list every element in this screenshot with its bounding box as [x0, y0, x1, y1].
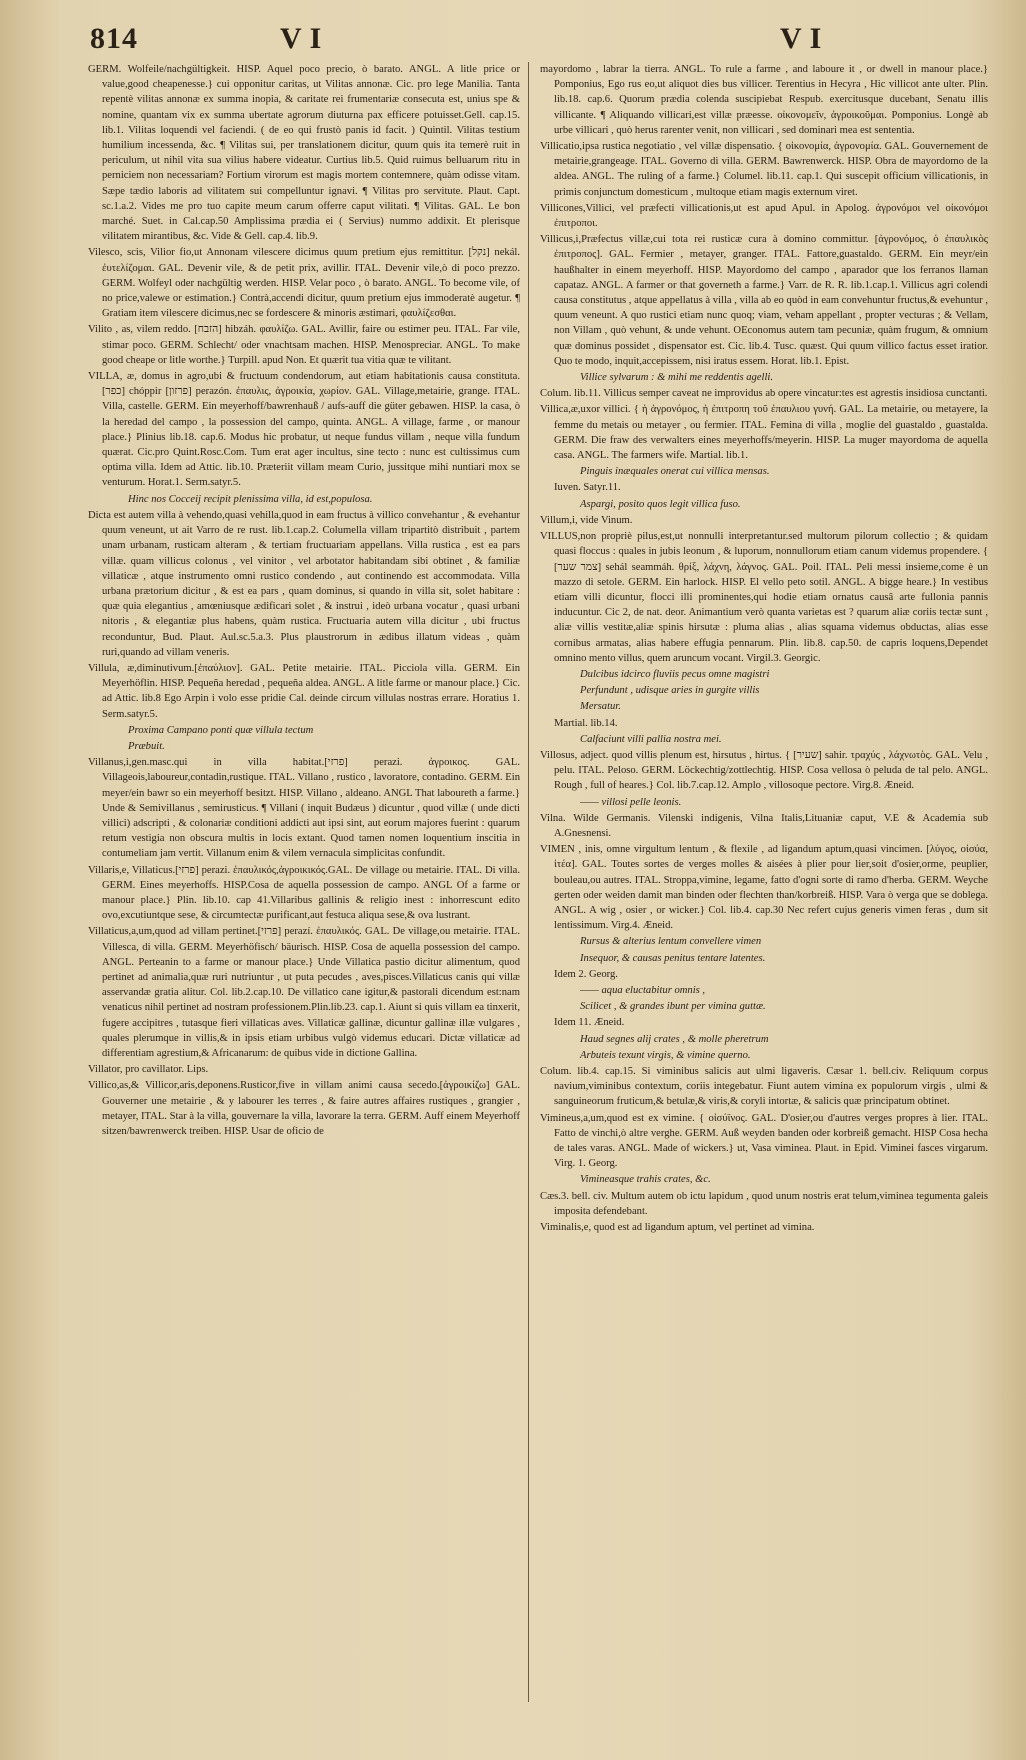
left-column	[88, 62, 520, 1747]
quotation: Dulcibus idcirco fluviis pecus omne magistri	[580, 668, 770, 680]
dictionary-entry: Dicta est autem villa à vehendo,quasi vehilla,quod in eam fructus à villico convehantur , & evehantur quum veneunt, ut ait Varro de re rust. lib.1.cap.2. Columella villam tripartitò distribuit , partem unam urbanam, rusticam alteram , & tertiam fructuariam appellans. Villa rustica , est ea pars villæ. quam villicus colonus , vel vinitor , vel arbotator habitandam sibi obtinet , & familiæ villaticæ , atque instrumento omni rustico condendo , aut continendo est accommodata. Villa urbana prætorium dicitur , & est ea pars , quam dominus, si quando in villa sit, solet habitare : quæ quia elegantius , amœniusque ædificari solet , & instrui , ideò urbana vocatur , quasi urbani nitoris , & elegantiæ plus habens, quàm rustica. Fructuaria autem villa dicitur , ubi fructus reconduntur, Bud. Plaut. Aul.sc.5.a.3. Plus plaustrorum in ædibus illatum videas , quàm ruri,quando ad villam veneris.	[88, 509, 520, 658]
dictionary-entry: Colum. lib.4. cap.15. Si viminibus salicis aut ulmi ligaveris. Cæsar 1. bell.civ. Reliquum corpus navium,viminibus contextum, coriis integebatur. Fiunt autem vimina ex populorum virgis , ulmi & sanguineorum fruticum,& betulæ,& viris,& coryli intortæ, & salicis quæ principatum obtinet.	[540, 1066, 988, 1108]
dictionary-entry: Villum,i, vide Vinum.	[540, 514, 633, 526]
source-reference: Iuven. Satyr.11.	[554, 482, 621, 494]
source-reference: Idem 2. Georg.	[554, 968, 618, 980]
dictionary-entry: Villico,as,& Villicor,aris,deponens.Rusticor,five in villam animi causa secedo.[ἀγροικίζω] GAL. Gouverner une metairie , & y labourer les terres , & faire autres affaires rustiques , grangier , metayer, ITAL. Star à la villa, gouvernare la villa, lavorare la terra. GERM. Auff einem Meyerhoff sitzen/bawrenwerck treiben. HISP. Usar de oficio de	[88, 1080, 520, 1138]
quotation: —— villosi pelle leonis.	[580, 796, 682, 808]
quotation: Mersatur.	[580, 701, 621, 713]
right-column-heading: VI	[780, 22, 830, 55]
dictionary-entry: Villicatio,ipsa rustica negotiatio , vel villæ dispensatio. { οἰκονομία, ἀγρονομία. GAL. Gouvernement de metairie,grangeage. ITAL. Governo di villa. GERM. Bawrenwerck. HISP. Obra de mayordomo de la aldea. ANGL. The ruling of a farme.} Columel. lib.11. cap.1. Qui suscepit officium villicationis, in primis conjunctum domesticum , multoque etiam magis externum viret.	[540, 141, 988, 198]
quotation: Aspargi, posito quos legit villica fuso.	[580, 498, 741, 510]
quotation: Villice sylvarum : & mihi me reddentis agelli.	[580, 372, 773, 384]
quotation: Perfundunt , udisque aries in gurgite villis	[580, 685, 760, 697]
dictionary-entry: VILLA, æ, domus in agro,ubi & fructuum condendorum, aut etiam habitationis causa constituta. [כפר] chóppir [פרזון] perazón. ἐπαυλις, ἀγροικία, χωρίον. GAL. Village,metairie, grange. ITAL. Villa, castelle. GERM. Ein meyerhoff/bawrenhauß / aufs-auff die güter gebawen. HISP. la casa, ò la heredad del campo , la possession del campo, quinta. ANGL. A village, farme , or manour place.} Plinius lib.18. cap.6. Modus hic probatur, ut neque fundus villam , neque villa fundum quærat. Cic.pro Quint.Rosc.Com. Tum erat ager incultus, sine tecto : nunc est cultissimus cum optima villa. Idem ad Attic. lib.10. Præteriit villam meam Curio, jussitque mihi nuntiari mox se venturum. Horat.1. Serm.satyr.5.	[88, 371, 520, 489]
quotation: Præbuit.	[128, 740, 165, 752]
quotation: Haud segnes alij crates , & molle pheretrum	[580, 1033, 769, 1045]
dictionary-entry: GERM. Wolfeile/nachgültigkeit. HISP. Aquel poco precio, ò barato. ANGL. A litle price or value,good cheapenesse.} cui opponitur caritas, ut Vilitas annonæ. Cic. pro lege Manilia. Tanta repentè vilitas annonæ ex summa inopia, & caritate rei frumentariæ consecuta est, unius spe & nomine, quantam vix ex summa ubertate agrorum diuturna pax efficere potuisset.Gell. cap.15. lib.1. Vilitas loquendi vel faciendi. ( de eo qui frustò panis id facit. ) Quintil. Vilitas testium humilium incessenda, &c. ¶ Vilitas sui, per translationem dicitur, quum quis ita temerè ruit in periculum, ut nihil vita sua vilius habere videatur. Curtius lib.5. Quid ruimus belluarum ritu in perniciem non necessariam? Fortium virorum est magis mortem contemnere, quàm odisse vitam. Sæpe tædio laboris ad vilitatem sui compelluntur ignavi. ¶ Vilitas pro servitute. Plaut. Capt. sc.1.a.2. Vides me pro tuo capite meum carum offerre caput vilitati. ¶ Vilitas. GAL. Le bon marché. Suet. in Cal.cap.50 Amplissima prædia ei ( Servius) nummo addixit. Et plerisque vilitatem mirantibus, &c. Vide & Gell. cap.4. lib.9.	[88, 64, 520, 243]
quotation: Scilicet , & grandes ibunt per vimina guttæ.	[580, 1001, 766, 1013]
dictionary-entry: Villanus,i,gen.masc.qui in villa habitat.[פרזי] perazi. ἀγροικος. GAL. Villageois,laboureur,contadin,rustique. ITAL. Villano , rustico , lavoratore, contadino. GERM. Ein meyer/ein bawr so ein meyerhoff besitzt. HISP. Villano , aldeano. ANGL That laboureth a farme.} Unde & Semivillanus , semirusticus. ¶ Villani ( inquit Budæus ) dicuntur , quod villæ ( unde dicti villici) adscripti , & colonariæ conditioni addicti aut ipsi sint, aut eorum majores fuerint : quarum retum vestigia non obscura multis in locis extant. Quod tamen nomen loquentium inscitia in contumeliam jam vertit. Villanum enim & vilem vernacula simplicitas confundit.	[88, 757, 520, 860]
dictionary-entry: Villicus,i,Præfectus villæ,cui tota rei rusticæ cura à domino committur. [ἀγρονόμος, ὁ ἐπαυλικὸς ἐπιτροπος]. GAL. Fermier , metayer, granger. ITAL. Fattore,guastaldo. GERM. Ein meyr/ein haußhalter in einem meyerhoff. HISP. Mayordomo del campo , aparador que los ferranos llaman capataz. ANGL. A farmer or that governeth a farme.} Varr. de R. R. lib.1.cap.1. Villicus agri colendi causa constitutus , atque appellatus à villa , villa ab eo quòd in eam convehuntur fructus,& evehuntur , quum veneunt. A quo rustici etiam nunc quoq; viam, veham appellant , propter vecturas ; & Vellam, non Villam , quò vehunt, & unde vehunt. OEconomus autem tam pecuniæ, quàm frugum, & omnium quæ dominus possidet , dispensator est. Cic. lib.4. Tusc. quæst. Qui quum villico factus esset iratior. Quo te modo, inquit,accepissem, nisi iratus essem. Horat. lib.1. Epist.	[540, 234, 988, 367]
dictionary-entry: Vilito , as, vilem reddo. [הזבח] hibzáh. φαυλίζω. GAL. Avillir, faire ou estimer peu. ITAL. Far vile, stimar poco. GERM. Schlecht/ oder vnachtsam machen. HISP. Menospreciar. ANGL. To make good cheape or litle worthe.} Turpill. apud Non. Et quærit tua vitia quæ te vilitant.	[88, 324, 520, 366]
dictionary-entry: Villica,æ,uxor villici. { ἡ ἀγρονόμος, ἡ ἐπιτροπη τοῦ ἐπαυλιου γυνή. GAL. La metairie, ou metayere, la femme du metais ou metayer , ou fermier. ITAL. Femina di villa , moglie del guastaldo , guastalda. GERM. Die fraw des verwalters eines meyerhoffs/meyerin. HISP. La muger mayordoma de aquella casa. ANGL. The farmers wife. Martial. lib.1.	[540, 404, 988, 462]
quotation: Insequor, & causas penitus tentare latentes.	[580, 952, 766, 964]
dictionary-entry: Villicones,Villici, vel præfecti villicationis,ut est apud Apul. in Apolog. ἀγρονόμοι vel οἰκονόμοι ἐπιτροποι.	[540, 202, 988, 230]
quotation: —— aqua eluctabitur omnis ,	[580, 984, 706, 996]
dictionary-entry: VIMEN , inis, omne virgultum lentum , & flexile , ad ligandum aptum,quasi vincimen. [λύγος, οἰσύα, ἰτέα]. GAL. Toutes sortes de verges molles & aisées à plier pour lier,soit d'osier,orme, peuplier, bouleau,ou autres. ITAL. Stroppa,vimine, legame, fatto d'ogni sorte di ramo d'herba. GERM. Weyche gerten oder weiden damit man binden oder flechten than/korbreiß. HISP. Vara ò verga que se doblega. ANGL. A wig , osier , or wicker.} Col. lib.4. cap.30 Nec refert cujus generis vimen feras , dum sit lentissimum. Virg.4. Æneid.	[540, 844, 988, 932]
right-column	[540, 62, 988, 1747]
quotation: Vimineasque trahis crates, &c.	[580, 1174, 711, 1186]
dictionary-entry: Villula, æ,diminutivum.[ἐπαύλιον]. GAL. Petite metairie. ITAL. Picciola villa. GERM. Ein Meyerhöflin. HISP. Pequeña heredad , pequeña aldea. ANGL. A litle farme or manour place.} Cic. ad Attic. lib.8 Ego Arpin i volo esse pridie Cal. deinde circum villulas nostras errare. Horatius 1. Serm.satyr.5.	[88, 662, 520, 720]
dictionary-entry: VILLUS,non propriè pilus,est,ut nonnulli interpretantur.sed multorum pilorum collectio ; & quidam quasi floccus : quales in jubis leonum , & luporum, nonnullorum etiam canum videmus propendere. { [צמר שער] sehál seammáh. θρίξ, λάχνη, λάγνος. GAL. Poil. ITAL. Peli messi insieme,come è un mazzo di setole. GERM. Ein harlock. HISP. El vello peto sotil. ANGL. A bigge heare.} In vestibus etiam villi dicuntur, flocci illi prominentes,qui hodie etiam ornatus causâ arte fullonia pannis inducuntur. Cic 2, de nat. deor. Animantium verò quanta varietas est ? quarum aliæ coriis tectæ sunt , aliæ villis vestitæ,aliæ spinis hirsutæ : pluma alias , alias squama videmus obductas, alias esse cornibus armatas, alias habere effugia pennarum. Plin. lib.8. cap.50. de capris loquens,Dependet omnino mento villus, quem aruncum vocant. Virgil.3. Georgic.	[540, 531, 988, 664]
dictionary-entry: Villator, pro cavillator. Lips.	[88, 1064, 209, 1076]
quotation: Calfaciunt villi pallia nostra mei.	[580, 733, 722, 745]
quotation: Hinc nos Cocceij recipit plenissima villa, id est,populosa.	[128, 493, 373, 505]
source-reference: Idem 11. Æneid.	[554, 1017, 625, 1029]
dictionary-entry: Cæs.3. bell. civ. Multum autem ob ictu lapidum , quod unum nostris erat telum,viminea tegumenta galeis imposita defendebant.	[540, 1190, 988, 1217]
dictionary-entry: Colum. lib.11. Villicus semper caveat ne improvidus ab opere vincatur:tes est agrestis insidiosa cunctanti.	[540, 388, 988, 400]
dictionary-entry: Vilna. Wilde Germanis. Vilenski indigenis, Vilna Italis,Lituaniæ caput, V.E & Academia sub A.Gnesnensi.	[540, 812, 988, 839]
quotation: Rursus & alterius lentum convellere vimen	[580, 936, 762, 948]
column-divider	[528, 62, 529, 1702]
quotation: Proxima Campano ponti quæ villula tectum	[128, 724, 314, 736]
source-reference: Martial. lib.14.	[554, 717, 618, 729]
dictionary-entry: Vimineus,a,um,quod est ex vimine. { οἰσύϊνος. GAL. D'osier,ou d'autres verges propres à lier. ITAL. Fatto de vinchi,ò altre verghe. GERM. Auß weyden banden oder korbreiß gemacht. HISP Cosa hecha de tales varas. ANGL. Made of wickers.} ut, Vasa viminea. Plaut. in Epid. Viminei fasces virgarum. Virg. 1. Georg.	[540, 1112, 988, 1170]
dictionary-entry: Viminalis,e, quod est ad ligandum aptum, vel pertinet ad vimina.	[540, 1222, 815, 1234]
dictionary-entry: Villosus, adject. quod villis plenum est, hirsutus , hirtus. { [שעיר] sahir. τραχύς , λάχνωτὸς. GAL. Velu , pelu. ITAL. Peloso. GERM. Löckechtig/zottlechtig. HISP. Cosa vellosa ò peluda de tal pelo. ANGL. Rough , full of heares.} Col. lib.7.cap.12. Amplo , villosoque pectore. Virg.8. Æneid.	[540, 749, 988, 792]
dictionary-entry: Vilesco, scis, Vilior fio,ut Annonam vilescere dicimus quum pretium ejus remittitur. [נקל] nekál. ἐυτελίζομαι. GAL. Devenir vile, & de petit prix, avillir. ITAL. Devenir vile,ò di poco prezzo. GERM. Wolfeyl oder nachgültig werden. HISP. Velar poco , ò barato. ANGL. To become vile, of no price,valewe or estimation.} Contrà,accendi dicitur, quum pretium ejus immoderatè augetur. ¶ Gratiam item vilescere dicimus,nec se fordescere & minoris æstimari, φαυλίζεσθαι.	[88, 247, 520, 320]
page-header	[90, 22, 986, 58]
page-number: 814	[90, 22, 138, 55]
quotation: Pinguis inæquales onerat cui villica mensas.	[580, 466, 770, 478]
quotation: Arbuteis texunt virgis, & vimine querno.	[580, 1049, 751, 1061]
dictionary-entry: Villaticus,a,um,quod ad villam pertinet.[פרזי] perazí. ἐπαυλικός. GAL. De village,ou metairie. ITAL. Villesca, di villa. GERM. Meyerhöfisch/ bäurisch. HISP. Cosa de aquella possession del campo. ANGL. Perteanin to a farme or manour place.} Unde Villatica pastio dicitur alimentum, quod pertinet ad animalia,quæ ruri nutriuntur , ut puta pecudes , aves,pisces.Villaticus canis qui villæ asservandæ gratia alitur. Col. lib.2.cap.10. De villatico cane igitur,& pastorali dicendum est:nam venaticus nihil pertinet ad nostram professionem.Plin.lib.23. cap.1. Aiunt si quis villam ea tinxerit, fugere accipitres , tutasque fieri villaticas aves. Villaticæ gallinæ, dicuntur gallinæ illæ vulgares , quales plerumque in villis,& in ipsis etiam urbibus vulgò videmus educari. Dictæ villaticæ ad differentiam agrestium,& Africanarum: de quibus vide in dictione Gallina.	[88, 926, 520, 1059]
dictionary-entry: Villaris,e, Villaticus.[פרזי] perazi. ἐπαυλικός,ἀγροικικός.GAL. De village ou metairie. ITAL. Di villa. GERM. Eines meyerhoffs. HISP.Cosa de aquella possession de campo. ANGL Of a farme or manour place.} Plin. lib.10. cap 41.Villaribus gallinis & religio inest : inhorrescunt edito ovo,excutiuntque sese, & circumtectæ purificant,aut festuca aliqua sese,& ova lustrant.	[88, 864, 520, 922]
left-column-heading: VI	[280, 22, 330, 55]
dictionary-entry: mayordomo , labrar la tierra. ANGL. To rule a farme , and laboure it , or dwell in manour place.} Pomponius, Ego rus eo,ut aliquot dies bus villicer. Terentius in Hecyra , Hic villicot ante ulter. Plin. lib.18. cap.6. Quorum prædia colenda suscipiebat Respub. exercitusque ducebant, Senatu illis villicante. ¶ Aliquando villicari,est villæ præesse. οἰκονομεῖν, ἀγροικοῦμαι. Pomponius. Longè ab urbe villicari , quò herus rarenter venit, non villicari , sed dominari mea est sententia.	[540, 64, 988, 136]
